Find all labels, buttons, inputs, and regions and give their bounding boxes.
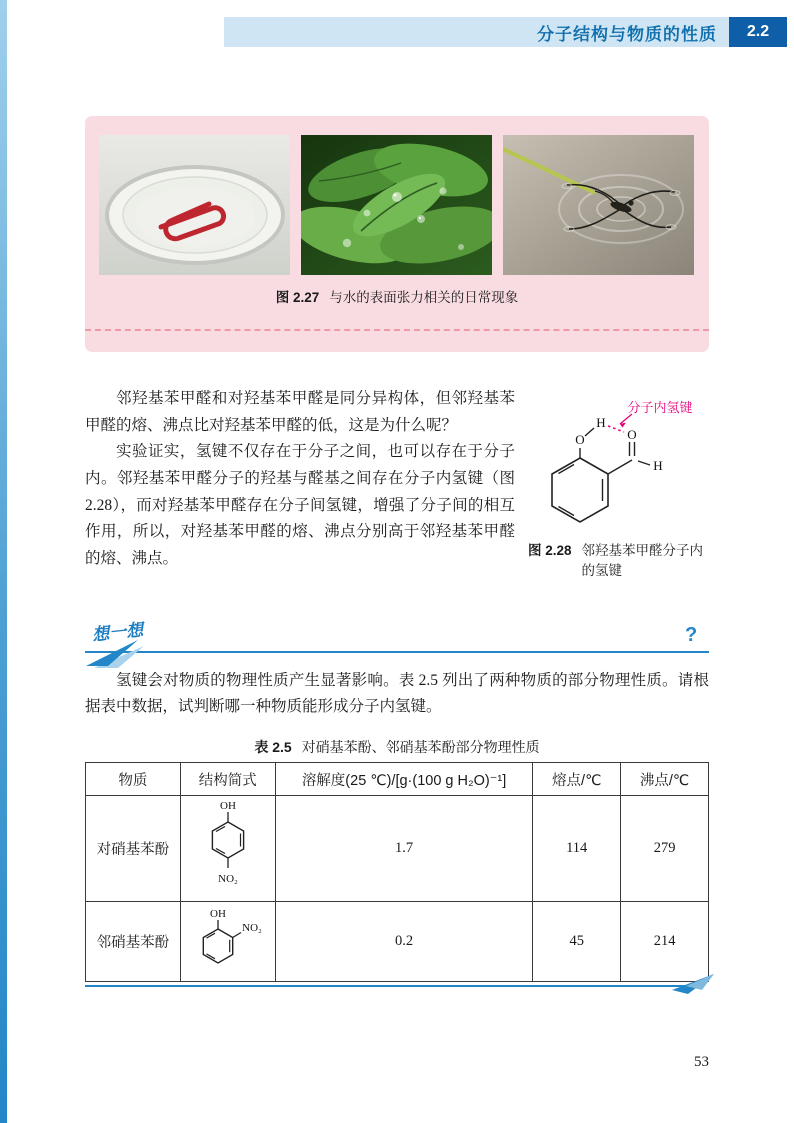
aldehyde-h-atom: H [653,458,663,473]
cell-melting: 114 [533,796,621,902]
figure-228-caption [528,541,710,582]
question-mark-icon: ? [681,624,701,647]
no2-label: NO₂ [217,873,238,885]
page-number: 53 [694,1054,709,1070]
water-strider-photo-graphic [503,135,694,275]
cell-solubility: 0.2 [275,902,533,982]
chapter-title: 分子结构与物质的性质 [537,24,717,44]
hydroxyl-o-atom: O [575,432,585,447]
photo-paperclip-on-water [99,135,290,275]
think-question-text: 氢键会对物质的物理性质产生显著影响。表 2.5 列出了两种物质的部分物理性质。请根据表中数据，试判断哪一种物质能形成分子内氢键。 [85,672,709,716]
no2-label: NO₂ [241,922,262,934]
header-structure: 结构简式 [180,763,275,796]
pink-dashed-divider [85,329,709,331]
cell-boiling: 279 [621,796,709,902]
think-section-title: 想一想 [91,620,145,645]
table-header-row [86,763,709,796]
figure-228-text: 邻羟基苯甲醛分子内的氢键 [581,543,704,579]
figure-228 [528,396,710,582]
para-nitrophenol-structure [200,798,256,894]
salicylaldehyde-structure-graphic [528,396,710,530]
cell-structure [180,902,275,982]
cell-structure [180,796,275,902]
cell-melting: 45 [533,902,621,982]
cell-substance: 对硝基苯酚 [86,796,181,902]
figure-227-caption [85,286,709,306]
figure-227-label: 图 2.27 [275,290,320,305]
hydroxyl-h-atom: H [596,415,606,430]
photo-water-strider [503,135,694,275]
header-boiling-point: 沸点/℃ [621,763,709,796]
think-section-rule [85,651,709,653]
figure-227-panel [85,116,709,352]
figure-227-photos [99,135,694,275]
section-end-arrow-icon [672,972,716,994]
intramolecular-hbond-annotation: 分子内氢键 [627,400,693,415]
cell-solubility: 1.7 [275,796,533,902]
figure-227-text: 与水的表面张力相关的日常现象 [329,290,519,305]
leaves-photo-graphic [301,135,492,275]
header-solubility: 溶解度(25 ℃)/[g·(100 g H₂O)⁻¹] [275,763,533,796]
properties-table [85,762,709,982]
body-text-column [85,386,515,573]
figure-228-label: 图 2.28 [528,543,572,558]
table-row-ortho-nitrophenol [86,902,709,982]
header-substance: 物质 [86,763,181,796]
header-melting-point: 熔点/℃ [533,763,621,796]
photo-leaves-with-droplets [301,135,492,275]
table-row-para-nitrophenol [86,796,709,902]
paragraph-1: 邻羟基苯甲醛和对羟基苯甲醛是同分异构体，但邻羟基苯甲醛的熔、沸点比对羟基苯甲醛的低，这是为什么呢？ [85,390,515,434]
oh-label: OH [209,908,226,920]
left-accent-bar [0,0,7,1123]
table-25-label: 表 2.5 [254,739,292,755]
carbonyl-o-atom: O [627,427,637,442]
paperclip-photo-graphic [99,135,290,275]
oh-label: OH [219,800,236,812]
chapter-header-strip [224,17,729,47]
paragraph-2: 实验证实，氢键不仅存在于分子之间，也可以存在于分子内。邻羟基苯甲醛分子的羟基与醛基之间存在分子内氢键（图 2.28），而对羟基苯甲醛存在分子间氢键，增强了分子间的相互作用，所以，对羟基苯甲醛的熔、沸点分别高于邻羟基苯甲醛的熔、沸点。 [85,443,515,567]
table-25-title: 对硝基苯酚、邻硝基苯酚部分物理性质 [301,739,540,755]
ortho-nitrophenol-structure [188,906,268,972]
table-25-caption [85,737,709,757]
cell-boiling: 214 [621,902,709,982]
cell-substance: 邻硝基苯酚 [86,902,181,982]
section-end-rule [85,985,686,987]
section-number-badge: 2.2 [729,17,787,47]
